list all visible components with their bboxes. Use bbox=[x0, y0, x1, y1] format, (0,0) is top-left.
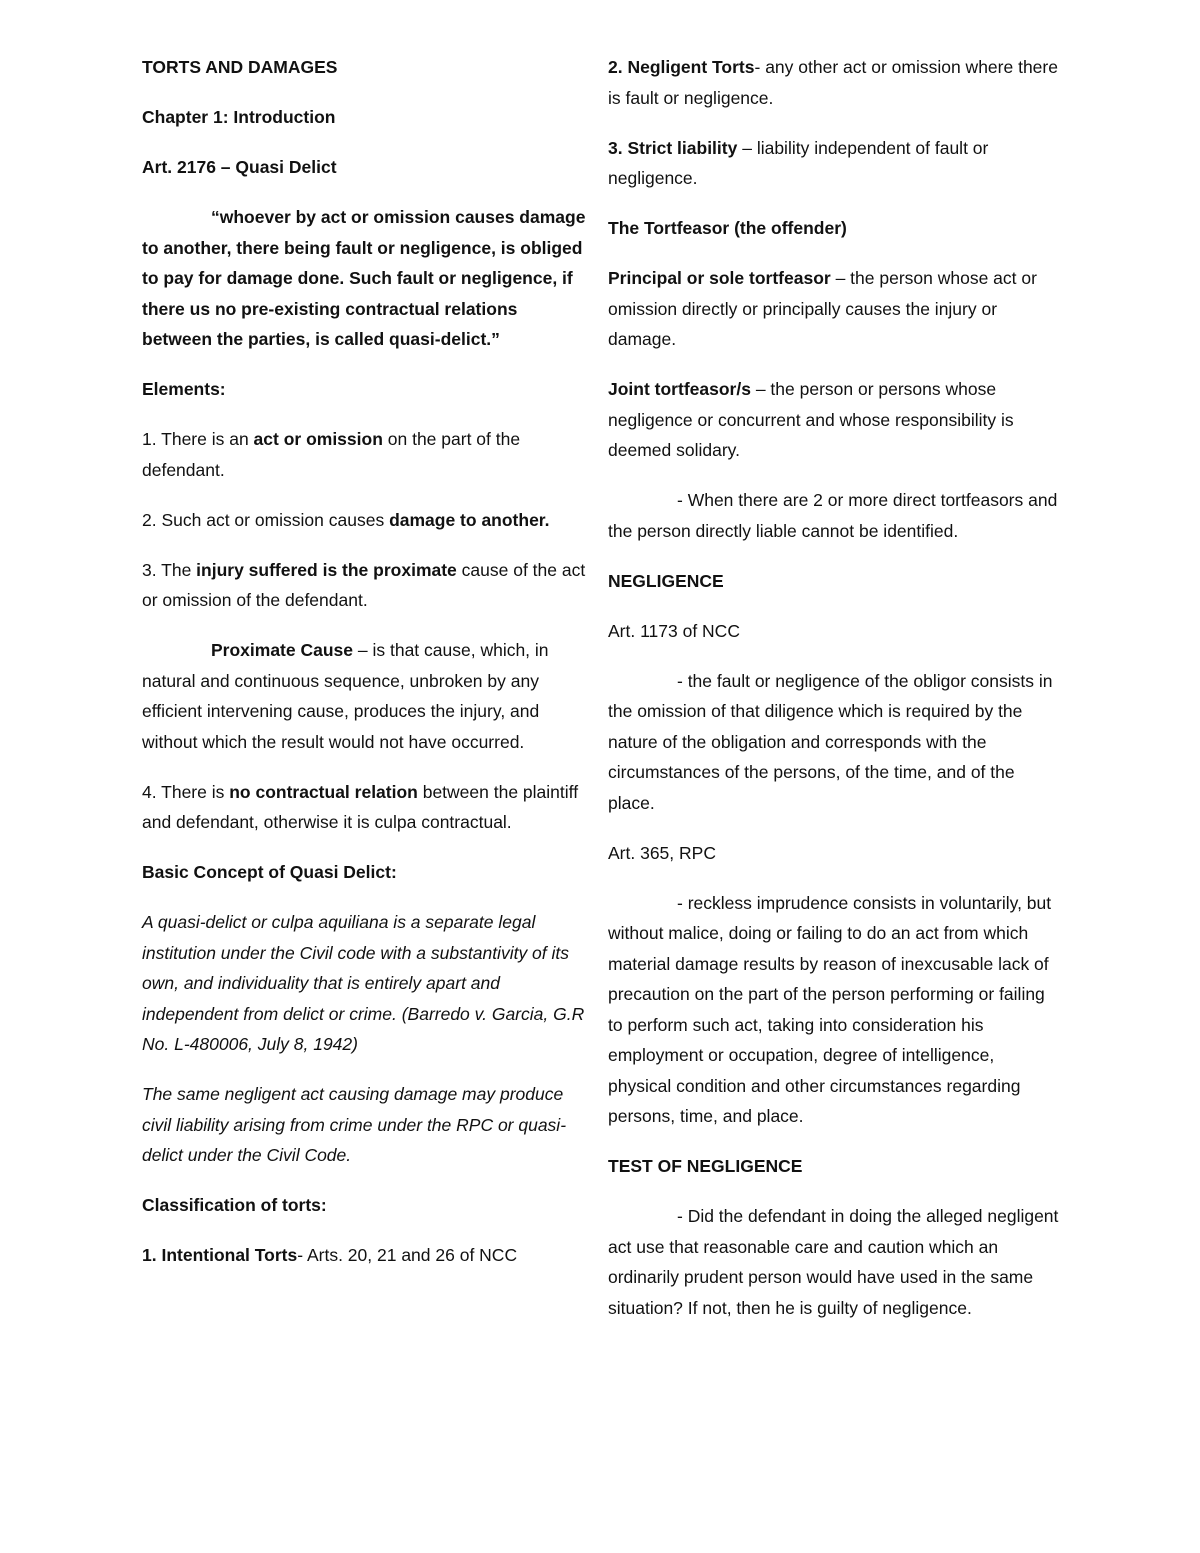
art-365-heading: Art. 365, RPC bbox=[608, 842, 716, 863]
test-body: - Did the defendant in doing the alleged negligent act use that reasonable care and caution which an ordinarily prudent person would have used in the same situation? If not, then he is guilty of negligence. bbox=[608, 1206, 1059, 1318]
chapter-heading: Chapter 1: Introduction bbox=[142, 107, 336, 127]
classification-3 bbox=[608, 133, 1060, 194]
classification-1-term: 1. Intentional Torts bbox=[142, 1245, 298, 1265]
element-1-lead: 1. There is an bbox=[142, 429, 254, 449]
proximate-indent bbox=[142, 640, 211, 660]
proximate-cause-definition bbox=[142, 635, 592, 757]
element-3-tail: cause of the act or omission of the defendant. bbox=[142, 559, 586, 610]
element-4-lead: 4. There is bbox=[142, 781, 230, 802]
test-indent bbox=[608, 1206, 677, 1226]
classification-3-text: – liability independent of fault or negligence. bbox=[608, 137, 989, 188]
classification-3-term: 3. Strict liability bbox=[608, 137, 738, 158]
art-1173-text bbox=[608, 666, 1060, 819]
right-column bbox=[608, 52, 1060, 1343]
art-1173-indent bbox=[608, 671, 677, 691]
element-1-bold: act or omission bbox=[253, 429, 383, 449]
test-of-negligence-heading: TEST OF NEGLIGENCE bbox=[608, 1156, 803, 1176]
joint-tortfeasor-text: – the person or persons whose negligence or concurrent and whose responsibility is deemed solidary. bbox=[608, 379, 1014, 460]
element-2-bold: damage to another. bbox=[389, 509, 550, 530]
basic-concept-paragraph-2: The same negligent act causing damage may produce civil liability arising from crime under the RPC or quasi-delict under the Civil Code. bbox=[142, 1084, 567, 1165]
tortfeasor-heading: The Tortfeasor (the offender) bbox=[608, 218, 847, 238]
art-365-indent bbox=[608, 893, 677, 913]
principal-tortfeasor-text: – the person whose act or omission directly or principally causes the injury or damage. bbox=[608, 268, 1037, 349]
left-column bbox=[142, 52, 592, 1290]
proximate-cause-term: Proximate Cause bbox=[211, 640, 354, 660]
classification-1 bbox=[142, 1240, 592, 1271]
article-quote bbox=[142, 202, 592, 355]
basic-concept-paragraph-1: A quasi-delict or culpa aquiliana is a separate legal institution under the Civil code with a substantivity of its own, and individuality that is entirely apart and independent from delict or crime. (Barredo v. Garcia, G.R No. L-480006, July 8, 1942) bbox=[142, 912, 585, 1054]
classification-2-term: 2. Negligent Torts bbox=[608, 57, 755, 77]
classification-2-text: - any other act or omission where there is fault or negligence. bbox=[608, 57, 1058, 108]
element-3 bbox=[142, 555, 592, 616]
art-1173-body: - the fault or negligence of the obligor consists in the omission of that diligence which is required by the nature of the obligation and corresponds with the circumstances of the persons, of the time, and of the place. bbox=[608, 670, 1053, 813]
element-4-bold: no contractual relation bbox=[229, 781, 418, 802]
negligence-heading: NEGLIGENCE bbox=[608, 570, 724, 591]
proximate-cause-text: – is that cause, which, in natural and continuous sequence, unbroken by any efficient intervening cause, produces the injury, and without which the result would not have occurred. bbox=[142, 640, 549, 752]
article-heading: Art. 2176 – Quasi Delict bbox=[142, 157, 337, 177]
joint-tortfeasor-term: Joint tortfeasor/s bbox=[608, 379, 751, 399]
element-2 bbox=[142, 505, 592, 536]
art-1173-heading: Art. 1173 of NCC bbox=[608, 620, 740, 641]
quote-text: “whoever by act or omission causes damage to another, there being fault or negligence, is obliged to pay for damage done. Such fault or negligence, if there us no pre-existing contractual relations between the parties, is called quasi-delict.” bbox=[142, 207, 586, 349]
elements-heading: Elements: bbox=[142, 379, 226, 399]
joint-note-text: - When there are 2 or more direct tortfeasors and the person directly liable cannot be identified. bbox=[608, 490, 1058, 541]
art-365-body: - reckless imprudence consists in voluntarily, but without malice, doing or failing to do an act from which material damage results by reason of inexcusable lack of precaution on the part of the person performing or failing to perform such act, taking into consideration his employment or occupation, degree of intelligence, physical condition and other circumstances regarding persons, time, and place. bbox=[608, 892, 1052, 1126]
principal-tortfeasor-term: Principal or sole tortfeasor bbox=[608, 268, 831, 288]
element-4 bbox=[142, 777, 592, 838]
joint-note-indent bbox=[608, 490, 677, 510]
basic-concept-heading: Basic Concept of Quasi Delict: bbox=[142, 862, 397, 882]
element-3-bold: injury suffered is the proximate bbox=[196, 559, 457, 580]
joint-tortfeasor bbox=[608, 374, 1060, 466]
element-3-lead: 3. The bbox=[142, 559, 197, 580]
element-4-tail: between the plaintiff and defendant, otherwise it is culpa contractual. bbox=[142, 781, 579, 832]
element-1 bbox=[142, 424, 592, 485]
element-1-tail: on the part of the defendant. bbox=[142, 429, 521, 480]
quote-indent bbox=[142, 207, 211, 227]
document-title: TORTS AND DAMAGES bbox=[142, 57, 338, 77]
principal-tortfeasor bbox=[608, 263, 1060, 355]
element-2-lead: 2. Such act or omission causes bbox=[142, 509, 390, 530]
classification-heading: Classification of torts: bbox=[142, 1195, 327, 1215]
joint-tortfeasor-note bbox=[608, 485, 1060, 546]
test-of-negligence-text bbox=[608, 1201, 1060, 1323]
art-365-text bbox=[608, 888, 1060, 1132]
classification-1-text: - Arts. 20, 21 and 26 of NCC bbox=[297, 1245, 518, 1265]
classification-2 bbox=[608, 52, 1060, 113]
